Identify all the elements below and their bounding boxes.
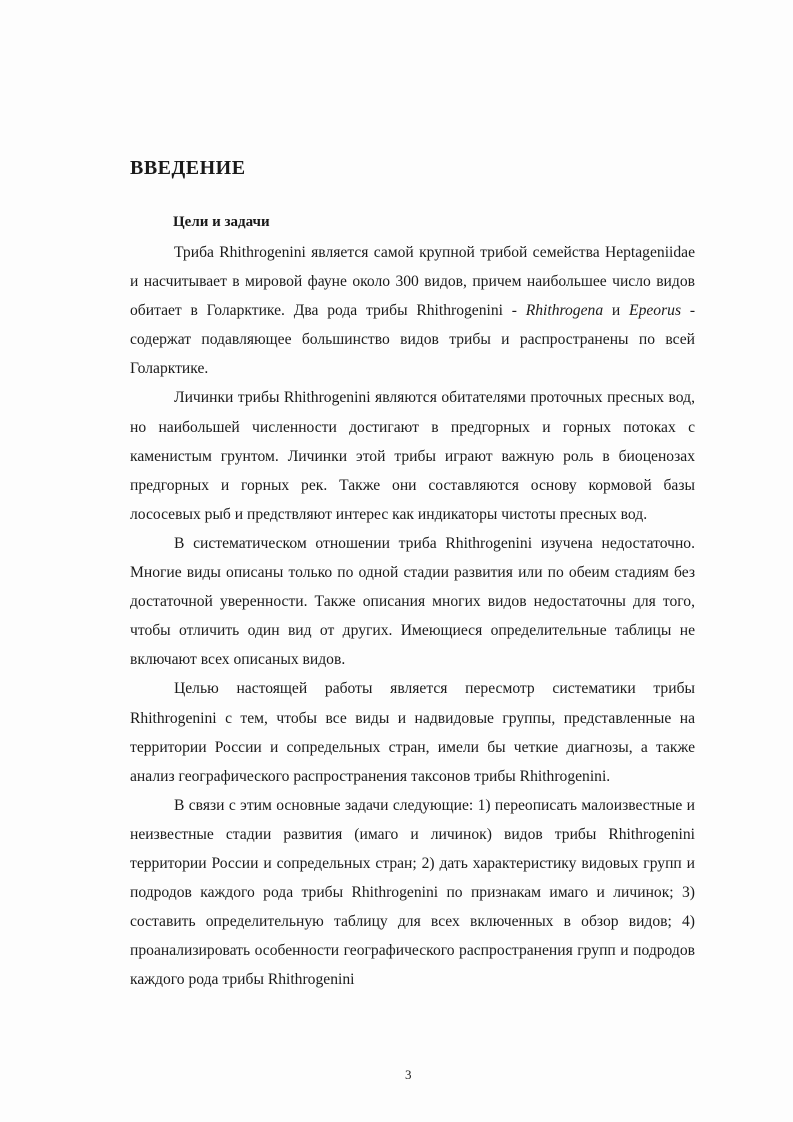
paragraph-4: Целью настоящей работы является пересмотр систематики трибы Rhithrogenini с тем, чтобы все виды и надвидовые группы, представленные на территории России и сопредельных стран, имели бы четкие диагнозы, а также анализ географического распространения таксонов трибы Rhithrogenini. xyxy=(130,680,695,785)
paragraph-3: В систематическом отношении триба Rhithrogenini изучена недостаточно. Многие виды описаны только по одной стадии развития или по обеим стадиям без достаточной уверенности. Также описания многих видов недостаточны для того, чтобы отличить один вид от других. Имеющиеся определительные таблицы не включают всех описаных видов. xyxy=(130,534,695,669)
paragraph-1-text-c: - содержат подавляющее большинство видов трибы и распространены по всей Голарктике. xyxy=(130,302,696,378)
paragraph-2: Личинки трибы Rhithrogenini являются обитателями проточных пресных вод, но наибольшей численности достигают в предгорных и горных потоках с каменистым грунтом. Личинки этой трибы играют важную роль в биоценозах предгорных и горных рек. Также они составляются основу кормовой базы лососевых рыб и предствляют интерес как индикаторы чистоты пресных вод. xyxy=(130,389,695,523)
paragraph-1-text-a: Триба Rhithrogenini является самой крупной трибой семейства Heptageniidae и насчитывает в мировой фауне около 300 видов, причем наибольшее число видов обитает в Голарктике. Два рода трибы Rhithrogenini - xyxy=(130,244,695,320)
genus-name-epeorus: Epeorus xyxy=(629,302,682,320)
section-heading: ВВЕДЕНИЕ xyxy=(130,157,246,179)
body-text xyxy=(130,238,695,994)
page-number: 3 xyxy=(405,1067,412,1082)
paragraph-1 xyxy=(130,238,695,383)
paragraph-5: В связи с этим основные задачи следующие: 1) переописать малоизвестные и неизвестные стадии развития (имаго и личинок) видов трибы Rhithrogenini территории России и сопредельных стран; 2) дать характеристику видовых групп и подродов каждого рода трибы Rhithrogenini по признакам имаго и личинок; 3) составить определительную таблицу для всех включенных в обзор видов; 4) проанализировать особенности географического распространения групп и подродов каждого рода трибы Rhithrogenini xyxy=(130,796,695,989)
subsection-heading: Цели и задачи xyxy=(173,214,270,230)
genus-name-rhithrogena: Rhithrogena xyxy=(525,302,604,320)
paragraph-1-text-b: и xyxy=(603,302,630,320)
